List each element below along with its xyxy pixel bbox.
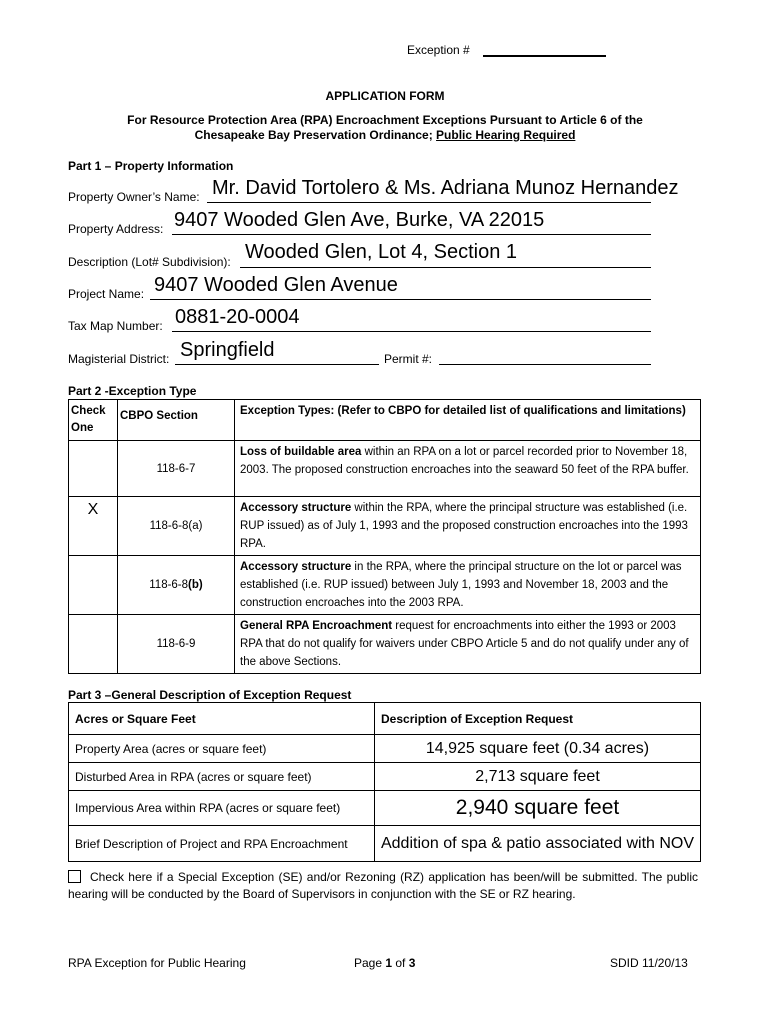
- exception-number-label: Exception #: [407, 43, 470, 57]
- section-code: 118-6-8: [149, 579, 189, 591]
- check-cell[interactable]: [69, 615, 118, 674]
- exception-type-title: Accessory structure: [240, 502, 352, 514]
- owner-value[interactable]: Mr. David Tortolero & Ms. Adriana Munoz Hernandez: [212, 177, 679, 199]
- tax-map-field-line[interactable]: [172, 331, 651, 332]
- exception-row: [69, 556, 701, 615]
- check-header-line1: Check: [71, 405, 106, 417]
- se-rz-note: Check here if a Special Exception (SE) and/or Rezoning (RZ) application has been/will be submitted. The public hearing will be conducted by the Board of Supervisors in conjunction with the SE or RZ hearing.: [68, 870, 698, 901]
- part3-heading: Part 3 –General Description of Exception Request: [68, 688, 352, 702]
- section-cell: [118, 556, 235, 615]
- section-cell: [118, 615, 235, 674]
- tax-map-value[interactable]: 0881-20-0004: [175, 306, 300, 328]
- exception-type-title: Loss of buildable area: [240, 446, 362, 458]
- exception-type-text: in the RPA, where the principal structure on the lot or parcel was established (i.e. RUP issued) between July 1, 1993 and November 18, 2003 and the construction encroaches into the 2003 RPA.: [240, 561, 682, 609]
- exception-type-cell: [235, 615, 701, 674]
- description-field-line[interactable]: [240, 267, 651, 268]
- form-title: APPLICATION FORM: [325, 89, 445, 103]
- exception-type-cell: [235, 497, 701, 556]
- description-label: Description (Lot# Subdivision):: [68, 255, 231, 269]
- section-cell: [118, 441, 235, 497]
- section-cell: [118, 497, 235, 556]
- part1-heading: Part 1 – Property Information: [68, 159, 234, 173]
- section-code-suffix: (b): [188, 579, 203, 591]
- property-area-value[interactable]: 14,925 square feet (0.34 acres): [375, 735, 701, 763]
- district-field-line[interactable]: [175, 364, 379, 365]
- address-value[interactable]: 9407 Wooded Glen Ave, Burke, VA 22015: [174, 209, 545, 231]
- part2-heading: Part 2 -Exception Type: [68, 384, 197, 398]
- exception-types-header: Exception Types: (Refer to CBPO for detailed list of qualifications and limitations): [235, 400, 701, 441]
- exception-type-header-row: [69, 400, 701, 441]
- exception-request-table: [68, 702, 701, 862]
- district-label: Magisterial District:: [68, 352, 170, 366]
- exception-row: [69, 441, 701, 497]
- table-row: [69, 735, 701, 763]
- exception-request-header-row: [69, 703, 701, 735]
- exception-type-table: [68, 399, 701, 674]
- check-one-header: [69, 400, 118, 441]
- exception-number-line[interactable]: [483, 55, 606, 57]
- disturbed-area-label: Disturbed Area in RPA (acres or square feet): [69, 763, 375, 791]
- subtitle-public-hearing: Public Hearing Required: [436, 128, 576, 142]
- project-description-value[interactable]: Addition of spa & patio associated with NOV: [375, 826, 701, 862]
- exception-type-text: request for encroachments into either the 1993 or 2003 RPA that do not qualify for waivers under CBPO Article 5 and do not qualify under any of the above Sections.: [240, 620, 689, 668]
- exception-row: [69, 497, 701, 556]
- footer-page-current: 1: [385, 956, 393, 970]
- check-cell[interactable]: [69, 441, 118, 497]
- disturbed-area-value[interactable]: 2,713 square feet: [375, 763, 701, 791]
- description-header: Description of Exception Request: [375, 703, 701, 735]
- exception-type-cell: [235, 556, 701, 615]
- owner-label: Property Owner’s Name:: [68, 190, 200, 204]
- acres-header: Acres or Square Feet: [69, 703, 375, 735]
- section-code: 118-6-9: [156, 638, 196, 650]
- permit-field-line[interactable]: [439, 364, 651, 365]
- impervious-area-label: Impervious Area within RPA (acres or square feet): [69, 791, 375, 826]
- form-subtitle-line1: For Resource Protection Area (RPA) Encroachment Exceptions Pursuant to Article 6 of the: [127, 113, 643, 127]
- tax-map-label: Tax Map Number:: [68, 319, 163, 333]
- table-row: [69, 763, 701, 791]
- exception-row: [69, 615, 701, 674]
- owner-field-line[interactable]: [207, 202, 651, 203]
- footer-page-total: 3: [408, 956, 416, 970]
- footer-revision: SDID 11/20/13: [610, 956, 688, 970]
- footer-form-name: RPA Exception for Public Hearing: [68, 956, 246, 970]
- project-name-label: Project Name:: [68, 287, 145, 301]
- project-name-field-line[interactable]: [150, 299, 651, 300]
- property-area-label: Property Area (acres or square feet): [69, 735, 375, 763]
- exception-type-text: within the RPA, where the principal structure was established (i.e. RUP issued) as of July 1, 1993 and the proposed construction encroaches into the 1993 RPA.: [240, 502, 688, 550]
- table-row: [69, 826, 701, 862]
- impervious-area-value[interactable]: 2,940 square feet: [375, 791, 701, 826]
- permit-label: Permit #:: [384, 352, 433, 366]
- check-cell[interactable]: X: [69, 497, 118, 556]
- cbpo-section-header: CBPO Section: [118, 400, 235, 441]
- footer-page-number: [354, 956, 415, 970]
- exception-type-title: General RPA Encroachment: [240, 620, 393, 632]
- exception-type-cell: [235, 441, 701, 497]
- form-subtitle-line2: [0, 128, 770, 142]
- description-value[interactable]: Wooded Glen, Lot 4, Section 1: [245, 241, 518, 263]
- check-cell[interactable]: [69, 556, 118, 615]
- district-value[interactable]: Springfield: [180, 339, 275, 361]
- address-field-line[interactable]: [172, 234, 651, 235]
- section-code: 118-6-8(a): [149, 520, 203, 532]
- footer-page-of: of: [392, 956, 409, 970]
- check-header-line2: One: [71, 422, 94, 434]
- section-code: 118-6-7: [156, 462, 196, 475]
- table-row: [69, 791, 701, 826]
- exception-type-title: Accessory structure: [240, 561, 352, 573]
- project-name-value[interactable]: 9407 Wooded Glen Avenue: [154, 274, 398, 296]
- address-label: Property Address:: [68, 222, 164, 236]
- exception-type-text: within an RPA on a lot or parcel recorded prior to November 18, 2003. The proposed construction encroaches into the seaward 50 feet of the RPA buffer.: [240, 446, 689, 476]
- project-description-label: Brief Description of Project and RPA Encroachment: [69, 826, 375, 862]
- subtitle-ordinance: Chesapeake Bay Preservation Ordinance;: [194, 128, 433, 142]
- footer-page-prefix: Page: [354, 956, 386, 970]
